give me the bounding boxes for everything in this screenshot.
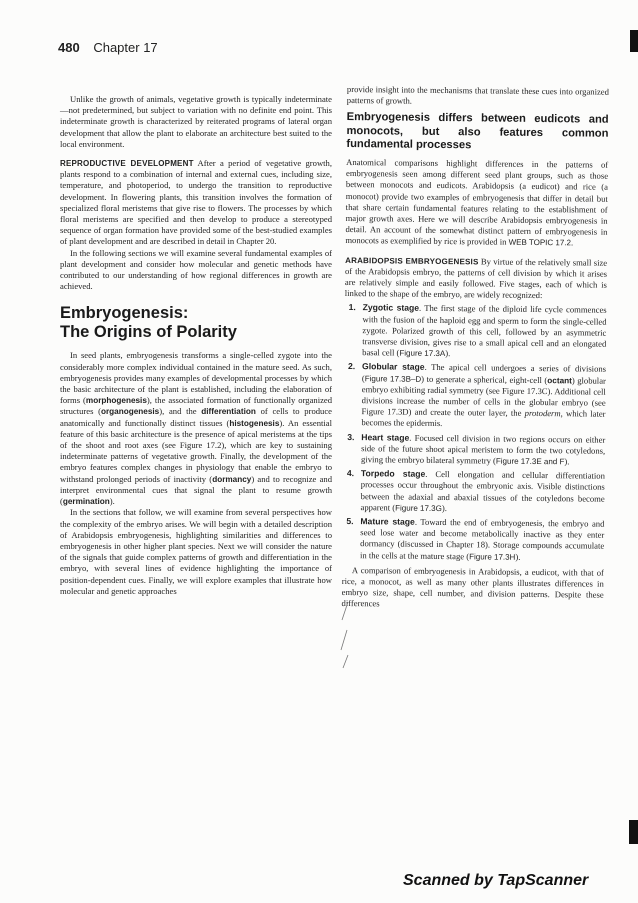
scanner-watermark: Scanned by TapScanner xyxy=(403,872,589,889)
paragraph-provide-insight: provide insight into the mechanisms that translate these cues into organized patterns of growth. xyxy=(346,84,609,106)
stage-number: 3. xyxy=(347,431,355,442)
text-run: ). xyxy=(515,551,521,562)
term-dormancy: dormancy xyxy=(212,474,252,484)
figure-reference: Figure 17.3A xyxy=(399,348,446,359)
figure-reference: Figure 17.3H xyxy=(469,551,516,562)
text-run: . The first stage of the diploid life cycle commences with the fusion of the haploid egg and sperm to form the single-celled zygote. Polarized growth of this cell, followed by an asymmetric transverse division, gives rise to a small apical cell and an elongated basal cell ( xyxy=(362,303,607,358)
stage-item-torpedo xyxy=(343,468,605,516)
subsection-heading-eudicots-monocots: Embryogenesis differs between eudicots and monocots, but also features common fundamental processes xyxy=(346,111,609,152)
runin-arabidopsis-embryogenesis: ARABIDOPSIS EMBRYOGENESIS xyxy=(345,255,479,266)
stage-number: 4. xyxy=(346,468,355,479)
stage-number: 5. xyxy=(346,516,354,527)
text-run: ) to generate a spherical, eight-cell ( xyxy=(421,373,548,385)
text-run: ), the associated formation of functionally organized structures ( xyxy=(60,395,333,417)
page-number: 480 xyxy=(58,40,80,55)
section-heading-embryogenesis xyxy=(60,304,332,342)
right-column xyxy=(341,84,608,612)
heading-line-2: The Origins of Polarity xyxy=(60,323,237,342)
stage-name: Mature stage xyxy=(360,516,415,527)
text-run: . Toward the end of embryogenesis, the embryo and seed lose water and become metabolically inactive as they enter dormancy (discussed in Chapter 18). Storage compounds accumulate in the cells at the mature stage ( xyxy=(360,516,605,561)
stage-item-globular xyxy=(343,361,606,431)
text-run: Anatomical comparisons highlight differences in the patterns of embryogenesis seen among different seed plant groups, such as those between monocots and eudicots. Arabidopsis (a eudicot) and rice (a monocot) provide two examples of embryogenesis that differ in detail but that share certain fundamental features relating to the establishment of major growth axes. Here we will describe Arabidopsis embryogenesis in detail. An account of the somewhat distinct pattern of embryogenesis in monocots as exemplified by rice is provided in xyxy=(345,156,609,248)
scan-edge-mark xyxy=(629,820,638,844)
paragraph-comparison: A comparison of embryogenesis in Arabidopsis, a eudicot, with that of rice, a monocot, as well as many other plants illustrates differences in embryo size, shape, cell number, and division patterns. Despite these differences xyxy=(341,564,604,609)
paragraph-embryogenesis-intro xyxy=(60,350,332,507)
text-run: , which later becomes the epidermis. xyxy=(361,408,606,429)
figure-reference: Figure 17.3B–D xyxy=(364,373,422,384)
term-histogenesis: histogenesis xyxy=(229,418,280,428)
heading-line-1: Embryogenesis: xyxy=(60,304,189,323)
text-run: ), and the xyxy=(159,406,202,417)
text-run: ). xyxy=(109,496,115,507)
paragraph-following-sections: In the following sections we will examine several fundamental examples of plant development and consider how molecular and genetic methods have contributed to our understanding of how regional differences in growth are achieved. xyxy=(60,247,332,292)
paragraph-text: After a period of vegetative growth, plants respond to a combination of internal and external cues, including size, temperature, and photoperiod, to undergo the transition to reproductive development. In flowering plants, this transition involves the formation of specialized floral meristems that give rise to flowers. The processes by which floral meristems are specified and then develop to produce a stereotyped sequence of organ formation have provided some of the best-studied examples of plant development and are described in detail in Chapter 20. xyxy=(60,158,332,247)
text-run: . xyxy=(570,237,574,248)
text-run: . Focused cell division in two regions occurs on either side of the future shoot apical meristem to form the two cotyledons, giving the embryo bilateral symmetry ( xyxy=(361,432,606,466)
left-column xyxy=(60,94,332,597)
figure-reference: Figure 17.3G xyxy=(395,503,442,513)
scan-edge-mark xyxy=(630,30,638,52)
term-organogenesis: organogenesis xyxy=(100,407,160,417)
stage-item-heart xyxy=(343,432,605,468)
stage-item-zygotic xyxy=(344,302,607,361)
stage-name: Torpedo stage xyxy=(360,468,426,480)
term-octant: octant xyxy=(547,375,572,385)
stage-number: 2. xyxy=(347,361,356,372)
stage-name: Globular stage xyxy=(361,361,425,373)
text-run: of cells to produce anatomically and functionally distinct tissues ( xyxy=(60,406,332,428)
stage-item-mature xyxy=(342,516,604,564)
web-topic-link[interactable]: WEB TOPIC 17.2 xyxy=(508,238,572,248)
term-differentiation: differentiation xyxy=(201,407,256,417)
page-header xyxy=(58,40,158,55)
term-germination: germination xyxy=(62,497,110,507)
paragraph-reproductive-development xyxy=(60,158,332,248)
pen-mark-icon xyxy=(338,600,352,670)
text-run: ). An essential feature of this basic architecture is the presence of apical meristems at the tips of the shoot and root axes (see Figure 17.2), which are key to sustaining indeterminate patterns of vegetative growth. Finally, the development of the embryo features complex changes in physiology that enable the embryo to withstand prolonged periods of inactivity ( xyxy=(60,417,332,484)
text-run: ). xyxy=(441,502,447,513)
paragraph-arabidopsis-embryogenesis xyxy=(345,255,607,303)
stages-list xyxy=(342,302,607,563)
text-run: ). xyxy=(564,456,570,467)
text-run: ) globular embryo exhibiting radial symmetry (see Figure 17.3C). Additional cell divisions increase the number of cells in the globular embryo (see Figure 17.3D) and create the outer layer, the xyxy=(361,374,606,419)
text-run: . Cell elongation and cellular differentiation processes occur throughout the embryonic axis. Visible distinctions between the adaxial and abaxial tissues of the cotyledons become apparent ( xyxy=(360,469,605,513)
text-run: ) and to recognize and interpret environmental cues that signal the plant to resume growth ( xyxy=(60,473,332,507)
paragraph-anatomical-comparisons xyxy=(345,157,608,249)
runin-reproductive-development: REPRODUCTIVE DEVELOPMENT xyxy=(60,159,194,169)
stage-name: Heart stage xyxy=(361,431,410,443)
text-run: In seed plants, embryogenesis transforms a single-celled zygote into the considerably more complex individual contained in the mature seed. As such, embryogenesis provides many examples of developmental processes by which the basic architecture of the plant is established, including the elaboration of forms ( xyxy=(60,350,332,406)
text-run: . The apical cell undergoes a series of divisions ( xyxy=(361,362,607,383)
paragraph-vegetative-growth: Unlike the growth of animals, vegetative growth is typically indeterminate—not predetermined, but subject to variation with no definite end point. This indeterminate growth is characterized by reiterated programs of lateral organ development that allow the plant to elaborate an architecture best suited to the local environment. xyxy=(60,94,332,149)
term-protoderm: protoderm xyxy=(524,408,561,419)
paragraph-text: By virtue of the relatively small size of the Arabidopsis embryo, the patterns of cell division by which it arises are relatively simple and easily followed. Five stages, each of which is linked to the shape of the embryo, are widely recognized: xyxy=(344,255,608,301)
paragraph-sections-follow: In the sections that follow, we will examine from several perspectives how the complexity of the embryo arises. We will begin with a detailed description of Arabidopsis embryogenesis, highlighting similarities and differences to embryogenesis in other higher plant species. Next we will consider the nature of the signals that guide complex patterns of growth and differentiation in the embryo, with several lines of evidence highlighting the importance of position-dependent cues. Finally, we will explore examples that illustrate how molecular and genetic approaches xyxy=(60,507,332,596)
text-run: ). xyxy=(445,348,451,359)
chapter-label: Chapter 17 xyxy=(93,40,158,55)
stage-number: 1. xyxy=(348,302,356,313)
stage-name: Zygotic stage xyxy=(362,302,420,314)
figure-reference: Figure 17.3E and F xyxy=(495,456,565,467)
term-morphogenesis: morphogenesis xyxy=(85,396,147,406)
